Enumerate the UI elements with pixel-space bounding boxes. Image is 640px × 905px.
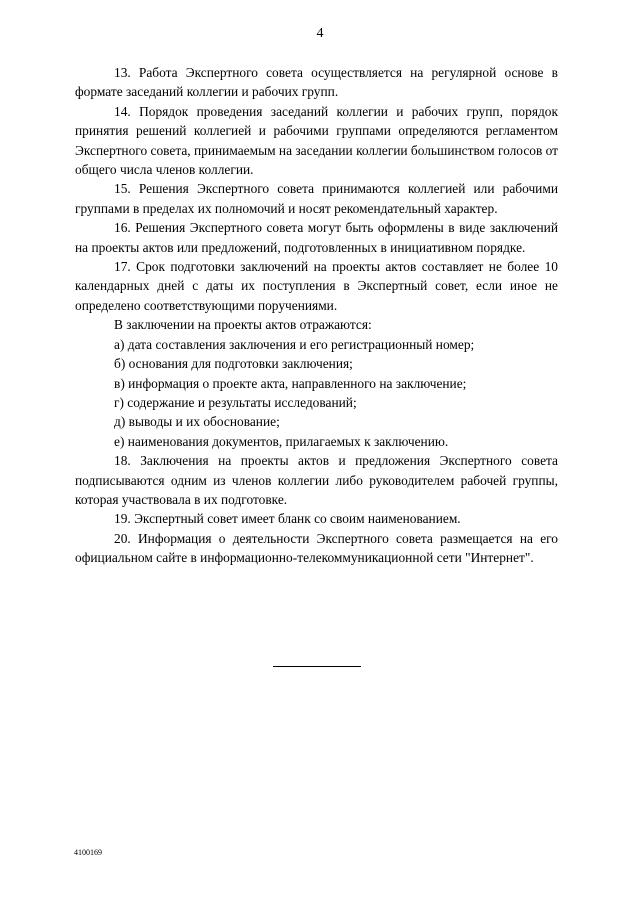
list-item-d: д) выводы и их обоснование; <box>114 414 280 430</box>
list-item-a: а) дата составления заключения и его регистрационный номер; <box>114 336 475 352</box>
paragraph-13: 13. Работа Экспертного совета осуществляется на регулярной основе в формате заседаний коллегии и рабочих групп. <box>75 65 558 100</box>
document-code: 4100169 <box>74 848 102 857</box>
paragraph-19: 19. Экспертный совет имеет бланк со своим наименованием. <box>114 511 461 527</box>
end-rule <box>273 666 361 667</box>
list-intro: В заключении на проекты актов отражаются: <box>114 317 372 333</box>
page-number: 4 <box>316 26 324 41</box>
paragraph-15: 15. Решения Экспертного совета принимаются коллегией или рабочими группами в пределах их полномочий и носят рекомендательный характер. <box>75 181 558 216</box>
paragraph-17: 17. Срок подготовки заключений на проекты актов составляет не более 10 календарных дней с даты их поступления в Экспертный совет, если иное не определено соответствующими поручениями. <box>75 259 558 313</box>
list-item-v: в) информация о проекте акта, направленного на заключение; <box>114 375 467 391</box>
list-item-e: е) наименования документов, прилагаемых к заключению. <box>114 433 449 449</box>
paragraph-18: 18. Заключения на проекты актов и предложения Экспертного совета подписываются одним из членов коллегии либо руководителем рабочей группы, которая участвовала в их подготовке. <box>75 453 558 507</box>
paragraph-14: 14. Порядок проведения заседаний коллегии и рабочих групп, порядок принятия решений коллегией и рабочими группами определяются регламентом Экспертного совета, принимаемым на заседании коллегии большинством голосов от общего числа членов коллегии. <box>75 103 559 178</box>
paragraph-20: 20. Информация о деятельности Экспертного совета размещается на его официальном сайте в информационно-телекоммуникационной сети "Интернет". <box>75 530 558 566</box>
list-item-g: г) содержание и результаты исследований; <box>114 394 357 410</box>
paragraph-16: 16. Решения Экспертного совета могут быть оформлены в виде заключений на проекты актов или предложений, подготовленных в инициативном порядке. <box>75 220 558 255</box>
document-body <box>75 63 558 568</box>
list-item-b: б) основания для подготовки заключения; <box>114 356 353 372</box>
